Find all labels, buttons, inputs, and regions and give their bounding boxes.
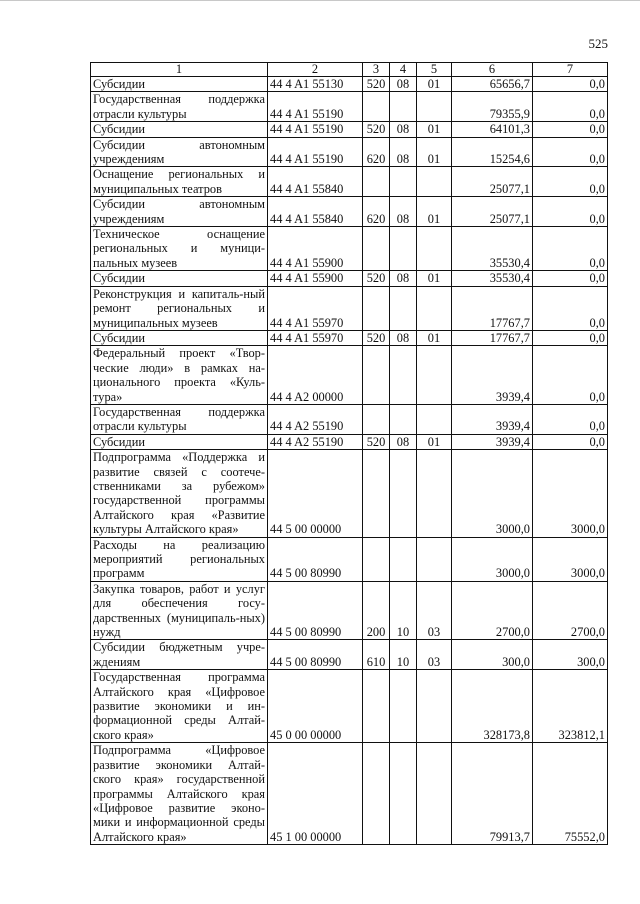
subsection-code: 01 — [417, 197, 452, 227]
section-code: 08 — [390, 137, 417, 167]
amount-col-6: 25077,1 — [452, 167, 533, 197]
table-row — [91, 271, 608, 286]
section-code: 10 — [390, 640, 417, 670]
subsection-code: 01 — [417, 122, 452, 137]
table-row — [91, 286, 608, 330]
row-name: Субсидии — [91, 434, 268, 449]
target-code: 45 0 00 00000 — [268, 670, 363, 743]
row-name: Реконструкция и капиталь-ный ремонт региональных и муниципальных музеев — [91, 286, 268, 330]
expense-type-code — [363, 670, 390, 743]
expense-type-code: 620 — [363, 197, 390, 227]
subsection-code: 01 — [417, 137, 452, 167]
section-code: 10 — [390, 581, 417, 640]
row-name: Субсидии — [91, 330, 268, 345]
amount-col-7: 323812,1 — [533, 670, 608, 743]
expense-type-code — [363, 286, 390, 330]
table-body — [91, 77, 608, 845]
section-code: 08 — [390, 271, 417, 286]
amount-col-7: 0,0 — [533, 346, 608, 405]
table-row — [91, 137, 608, 167]
amount-col-6: 3939,4 — [452, 404, 533, 434]
target-code: 44 5 00 80990 — [268, 537, 363, 581]
header-col-2: 2 — [268, 63, 363, 77]
expense-type-code — [363, 92, 390, 122]
amount-col-7: 2700,0 — [533, 581, 608, 640]
amount-col-6: 64101,3 — [452, 122, 533, 137]
target-code: 44 4 A2 00000 — [268, 346, 363, 405]
amount-col-7: 0,0 — [533, 434, 608, 449]
target-code: 44 4 A1 55840 — [268, 167, 363, 197]
amount-col-7: 0,0 — [533, 404, 608, 434]
section-code: 08 — [390, 434, 417, 449]
expense-type-code: 520 — [363, 271, 390, 286]
expense-type-code — [363, 167, 390, 197]
section-code — [390, 286, 417, 330]
table-row — [91, 346, 608, 405]
row-name: Техническое оснащение региональных и муници-пальных музеев — [91, 227, 268, 271]
target-code: 44 4 A1 55970 — [268, 330, 363, 345]
expense-type-code: 520 — [363, 122, 390, 137]
amount-col-6: 25077,1 — [452, 197, 533, 227]
budget-table — [90, 62, 608, 845]
subsection-code — [417, 346, 452, 405]
header-col-4: 4 — [390, 63, 417, 77]
amount-col-6: 3939,4 — [452, 434, 533, 449]
expense-type-code — [363, 346, 390, 405]
amount-col-7: 0,0 — [533, 197, 608, 227]
amount-col-7: 0,0 — [533, 271, 608, 286]
target-code: 44 4 A2 55190 — [268, 434, 363, 449]
amount-col-6: 3939,4 — [452, 346, 533, 405]
amount-col-6: 79913,7 — [452, 743, 533, 845]
header-col-6: 6 — [452, 63, 533, 77]
section-code — [390, 227, 417, 271]
header-col-7: 7 — [533, 63, 608, 77]
amount-col-6: 17767,7 — [452, 330, 533, 345]
amount-col-7: 300,0 — [533, 640, 608, 670]
table-row — [91, 537, 608, 581]
section-code — [390, 537, 417, 581]
expense-type-code: 620 — [363, 137, 390, 167]
row-name: Государственная поддержка отрасли культуры — [91, 404, 268, 434]
amount-col-6: 35530,4 — [452, 271, 533, 286]
amount-col-7: 0,0 — [533, 330, 608, 345]
table-row — [91, 640, 608, 670]
amount-col-6: 17767,7 — [452, 286, 533, 330]
row-name: Государственная поддержка отрасли культуры — [91, 92, 268, 122]
subsection-code: 01 — [417, 434, 452, 449]
table-row — [91, 434, 608, 449]
subsection-code — [417, 537, 452, 581]
table-row — [91, 92, 608, 122]
header-col-5: 5 — [417, 63, 452, 77]
subsection-code: 03 — [417, 581, 452, 640]
section-code — [390, 743, 417, 845]
target-code: 44 4 A1 55970 — [268, 286, 363, 330]
expense-type-code: 610 — [363, 640, 390, 670]
expense-type-code: 520 — [363, 77, 390, 92]
amount-col-7: 0,0 — [533, 122, 608, 137]
subsection-code — [417, 450, 452, 537]
target-code: 44 4 A1 55130 — [268, 77, 363, 92]
row-name: Оснащение региональных и муниципальных театров — [91, 167, 268, 197]
amount-col-7: 0,0 — [533, 167, 608, 197]
row-name: Субсидии автономным учреждениям — [91, 137, 268, 167]
table-row — [91, 450, 608, 537]
amount-col-6: 3000,0 — [452, 537, 533, 581]
section-code: 08 — [390, 197, 417, 227]
section-code — [390, 346, 417, 405]
amount-col-6: 65656,7 — [452, 77, 533, 92]
table-row — [91, 743, 608, 845]
amount-col-7: 3000,0 — [533, 450, 608, 537]
subsection-code — [417, 286, 452, 330]
row-name: Расходы на реализацию мероприятий региональных программ — [91, 537, 268, 581]
header-row — [91, 63, 608, 77]
target-code: 44 4 A1 55840 — [268, 197, 363, 227]
expense-type-code — [363, 450, 390, 537]
amount-col-7: 75552,0 — [533, 743, 608, 845]
subsection-code — [417, 167, 452, 197]
subsection-code — [417, 743, 452, 845]
target-code: 44 5 00 00000 — [268, 450, 363, 537]
table-row — [91, 670, 608, 743]
amount-col-6: 15254,6 — [452, 137, 533, 167]
table-row — [91, 77, 608, 92]
target-code: 44 5 00 80990 — [268, 581, 363, 640]
amount-col-6: 328173,8 — [452, 670, 533, 743]
row-name: Подпрограмма «Поддержка и развитие связей с соотече-ственниками за рубежом» государственной программы Алтайского края «Развитие культуры Алтайского края» — [91, 450, 268, 537]
target-code: 44 4 A2 55190 — [268, 404, 363, 434]
header-col-1: 1 — [91, 63, 268, 77]
target-code: 44 4 A1 55190 — [268, 92, 363, 122]
amount-col-7: 3000,0 — [533, 537, 608, 581]
row-name: Субсидии бюджетным учре-ждениям — [91, 640, 268, 670]
amount-col-7: 0,0 — [533, 286, 608, 330]
section-code — [390, 92, 417, 122]
row-name: Закупка товаров, работ и услуг для обеспечения госу-дарственных (муниципаль-ных) нужд — [91, 581, 268, 640]
section-code: 08 — [390, 330, 417, 345]
page-number: 525 — [588, 36, 608, 51]
table-row — [91, 330, 608, 345]
target-code: 44 5 00 80990 — [268, 640, 363, 670]
row-name: Подпрограмма «Цифровое развитие экономики Алтай-ского края» государственной программы Алтайского края «Цифровое развитие эконо-мики и информационной среды Алтайского края» — [91, 743, 268, 845]
expense-type-code: 200 — [363, 581, 390, 640]
table-row — [91, 122, 608, 137]
subsection-code: 01 — [417, 271, 452, 286]
row-name: Субсидии автономным учреждениям — [91, 197, 268, 227]
row-name: Субсидии — [91, 122, 268, 137]
subsection-code — [417, 227, 452, 271]
amount-col-7: 0,0 — [533, 227, 608, 271]
subsection-code — [417, 404, 452, 434]
section-code: 08 — [390, 77, 417, 92]
expense-type-code — [363, 743, 390, 845]
subsection-code: 01 — [417, 77, 452, 92]
row-name: Федеральный проект «Твор-ческие люди» в рамках на-ционального проекта «Куль-тура» — [91, 346, 268, 405]
amount-col-7: 0,0 — [533, 77, 608, 92]
row-name: Субсидии — [91, 271, 268, 286]
section-code — [390, 167, 417, 197]
header-col-3: 3 — [363, 63, 390, 77]
subsection-code — [417, 670, 452, 743]
table-header — [91, 63, 608, 77]
section-code — [390, 670, 417, 743]
expense-type-code — [363, 227, 390, 271]
subsection-code — [417, 92, 452, 122]
table-row — [91, 581, 608, 640]
target-code: 44 4 A1 55190 — [268, 122, 363, 137]
amount-col-7: 0,0 — [533, 137, 608, 167]
expense-type-code: 520 — [363, 330, 390, 345]
amount-col-6: 35530,4 — [452, 227, 533, 271]
section-code: 08 — [390, 122, 417, 137]
section-code — [390, 450, 417, 537]
scan-top-edge — [0, 0, 640, 6]
expense-type-code: 520 — [363, 434, 390, 449]
subsection-code: 03 — [417, 640, 452, 670]
row-name: Субсидии — [91, 77, 268, 92]
amount-col-6: 2700,0 — [452, 581, 533, 640]
amount-col-6: 79355,9 — [452, 92, 533, 122]
amount-col-6: 3000,0 — [452, 450, 533, 537]
table-row — [91, 167, 608, 197]
table-row — [91, 197, 608, 227]
subsection-code: 01 — [417, 330, 452, 345]
row-name: Государственная программа Алтайского края «Цифровое развитие экономики и ин-формационной среды Алтай-ского края» — [91, 670, 268, 743]
section-code — [390, 404, 417, 434]
expense-type-code — [363, 404, 390, 434]
table-row — [91, 227, 608, 271]
target-code: 45 1 00 00000 — [268, 743, 363, 845]
table-row — [91, 404, 608, 434]
expense-type-code — [363, 537, 390, 581]
target-code: 44 4 A1 55900 — [268, 271, 363, 286]
target-code: 44 4 A1 55900 — [268, 227, 363, 271]
amount-col-6: 300,0 — [452, 640, 533, 670]
target-code: 44 4 A1 55190 — [268, 137, 363, 167]
amount-col-7: 0,0 — [533, 92, 608, 122]
